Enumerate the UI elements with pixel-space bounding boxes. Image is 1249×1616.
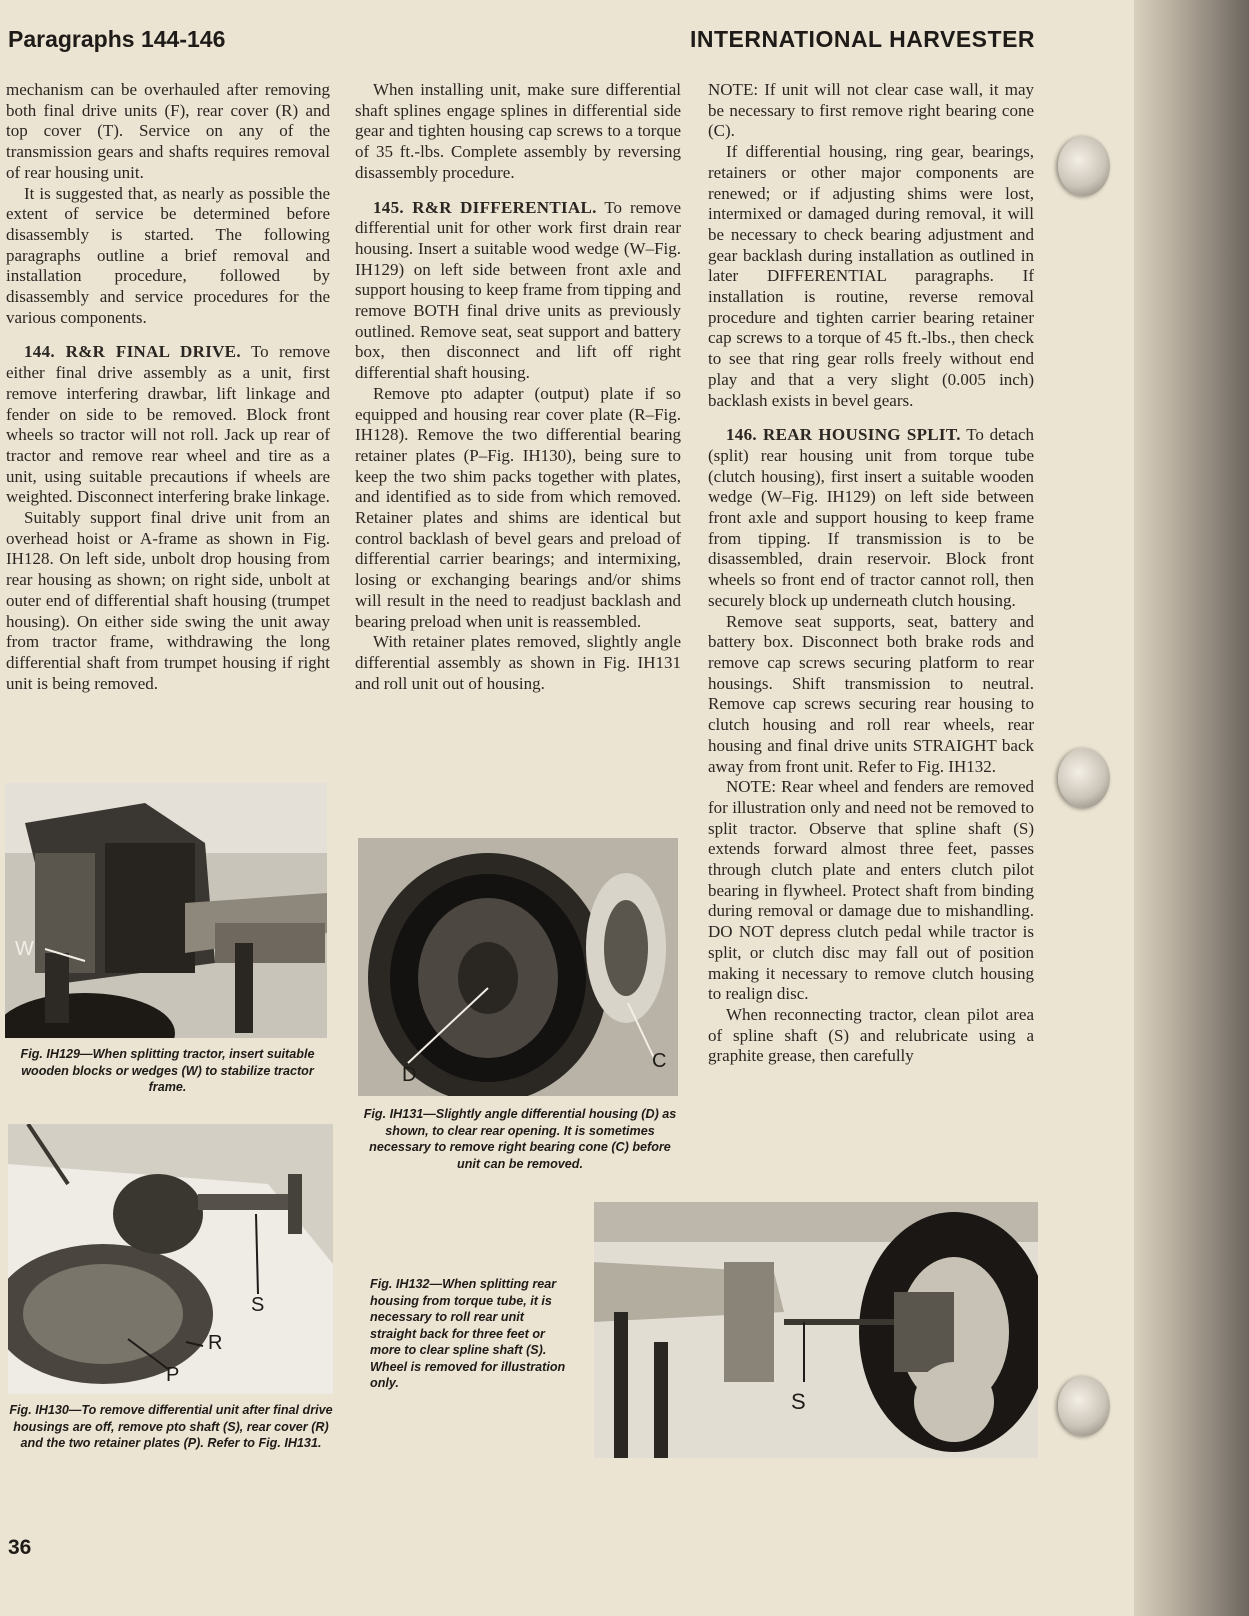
- paragraph: NOTE: Rear wheel and fenders are removed for illustration only and need not be removed to split tractor. Observe that spline shaft (S) extends forward almost three feet, passes through clutch plate and enters clutch pilot bearing in flywheel. Protect shaft from binding during removal or damage due to mishandling. DO NOT depress clutch pedal while tractor is split, or clutch disc may fall out of position making it necessary to remove clutch housing to realign disc.: [708, 777, 1034, 1004]
- section-146: [708, 425, 1034, 611]
- section-144: [6, 342, 330, 508]
- figure-ih130-caption: Fig. IH130—To remove differential unit after final drive housings are off, remove pto shaft (S), rear cover (R) and the two retainer plates (P). Refer to Fig. IH131.: [9, 1403, 333, 1450]
- figure-label-w: W: [15, 938, 34, 960]
- paragraph: When reconnecting tractor, clean pilot area of spline shaft (S) and relubricate using a graphite grease, then carefully: [708, 1004, 1034, 1066]
- figure-ih132-caption: Fig. IH132—When splitting rear housing from torque tube, it is necessary to roll rear unit straight back for three feet or more to clear spline shaft (S). Wheel is removed for illustration only.: [370, 1277, 566, 1390]
- section-145: [355, 198, 681, 384]
- text-column-2: [355, 80, 681, 694]
- section-heading: 145. R&R DIFFERENTIAL.: [373, 197, 597, 217]
- text-column-3: [708, 80, 1034, 1067]
- paragraph: It is suggested that, as nearly as possible the extent of service be determined before disassembly is started. The following paragraphs outline a brief removal and installation procedure, followed by disassembly and service procedures for the various components.: [6, 183, 330, 327]
- page-number: 36: [8, 1536, 32, 1559]
- binder-hole-middle: [1058, 748, 1110, 808]
- figure-label-s: S: [791, 1389, 806, 1414]
- figure-ih132-photo: [594, 1202, 1038, 1458]
- paragraph: NOTE: If unit will not clear case wall, it may be necessary to first remove right bearing cone (C).: [708, 80, 1034, 141]
- section-body: To detach (split) rear housing unit from torque tube (clutch housing), first insert a suitable wooden wedge (W–Fig. IH129) on left side between front axle and support housing to keep frame from tipping. If transmission is to be disassembled, drain reservoir. Block front wheels so front end of tractor cannot roll, then securely block up underneath clutch housing.: [708, 425, 1034, 610]
- section-heading: 144. R&R FINAL DRIVE.: [24, 342, 241, 362]
- figure-ih131-photo: [358, 838, 678, 1096]
- paragraph: When installing unit, make sure differential shaft splines engage splines in differential side gear and tighten housing cap screws to a torque of 35 ft.-lbs. Complete assembly by reversing disassembly procedure.: [355, 80, 681, 182]
- section-heading: 146. REAR HOUSING SPLIT.: [726, 425, 961, 445]
- figure-ih131-caption: Fig. IH131—Slightly angle differential housing (D) as shown, to clear rear opening. It is sometimes necessary to remove right bearing cone (C) before unit can be removed.: [363, 1107, 677, 1171]
- paragraph: If differential housing, ring gear, bearings, retainers or other major components are renewed; or if adjusting shims were lost, intermixed or damaged during removal, it will be necessary to check bearing adjustment and gear backlash during installation as outlined in later DIFFERENTIAL paragraphs. If installation is routine, reverse removal procedure and tighten carrier bearing retainer cap screws to a torque of 45 ft.-lbs., then check to see that ring gear rolls freely without end play and that a very slight (0.005 inch) backlash exists in bevel gears.: [708, 142, 1034, 410]
- running-header-manufacturer: INTERNATIONAL HARVESTER: [690, 26, 1036, 52]
- text-column-1: [6, 80, 330, 694]
- paragraph: With retainer plates removed, slightly angle differential assembly as shown in Fig. IH131 and roll unit out of housing.: [355, 632, 681, 693]
- section-body: To remove either final drive assembly as a unit, first remove interfering drawbar, lift linkage and fender on side to be removed. Block front wheels so tractor will not roll. Jack up rear of tractor and remove rear wheel and tire as a unit, using suitable precautions if wheels are weighted. Disconnect interfering brake linkage.: [6, 342, 330, 507]
- figure-label-p: P: [166, 1364, 180, 1386]
- paragraph: Remove pto adapter (output) plate if so equipped and housing rear cover plate (R–Fig. IH128). Remove the two differential bearing retainer plates (P–Fig. IH130), being sure to keep the two shim packs together with plates, and identified as to side from which removed. Retainer plates and shims are identical but control backlash of bevel gears and preload of differential carrier bearings; and intermixing, losing or exchanging bearings and/or shims will result in the need to readjust backlash and bearing preload when unit is reassembled.: [355, 383, 681, 631]
- paragraph: Remove seat supports, seat, battery and battery box. Disconnect both brake rods and remove cap screws securing platform to rear housings. Shift transmission to neutral. Remove cap screws securing rear housing to clutch housing and roll rear wheels, rear housing and final drive units STRAIGHT back away from front unit. Refer to Fig. IH132.: [708, 611, 1034, 776]
- figure-ih129-photo: [5, 783, 327, 1038]
- figure-label-c: C: [652, 1050, 667, 1072]
- paragraph: mechanism can be overhauled after removing both final drive units (F), rear cover (R) and top cover (T). Service on any of the transmission gears and shafts requires removal of rear housing unit.: [6, 80, 330, 182]
- binder-hole-top: [1058, 136, 1110, 196]
- section-body: To remove differential unit for other work first drain rear housing. Insert a suitable wood wedge (W–Fig. IH129) on left side between front axle and support housing to keep frame from tipping and remove BOTH final drive units as previously outlined. Remove seat, seat support and battery box, then disconnect and lift off right differential shaft housing.: [355, 197, 681, 383]
- figure-label-d: D: [402, 1064, 417, 1086]
- paragraph: Suitably support final drive unit from an overhead hoist or A-frame as shown in Fig. IH128. On left side, unbolt drop housing from rear housing as shown; on right side, unbolt at outer end of differential shaft housing (trumpet housing). On either side swing the unit away from tractor frame, withdrawing the long differential shaft from trumpet housing if right unit is being removed.: [6, 508, 330, 693]
- figure-ih129-caption: Fig. IH129—When splitting tractor, insert suitable wooden blocks or wedges (W) to stabilize tractor frame.: [20, 1047, 315, 1094]
- running-header-paragraphs: Paragraphs 144-146: [8, 26, 226, 52]
- figure-label-r: R: [208, 1332, 223, 1354]
- figure-label-s: S: [251, 1294, 265, 1316]
- figure-ih130-photo: [8, 1124, 333, 1394]
- binder-hole-bottom: [1058, 1376, 1110, 1436]
- page-binding-edge: [1134, 0, 1249, 1616]
